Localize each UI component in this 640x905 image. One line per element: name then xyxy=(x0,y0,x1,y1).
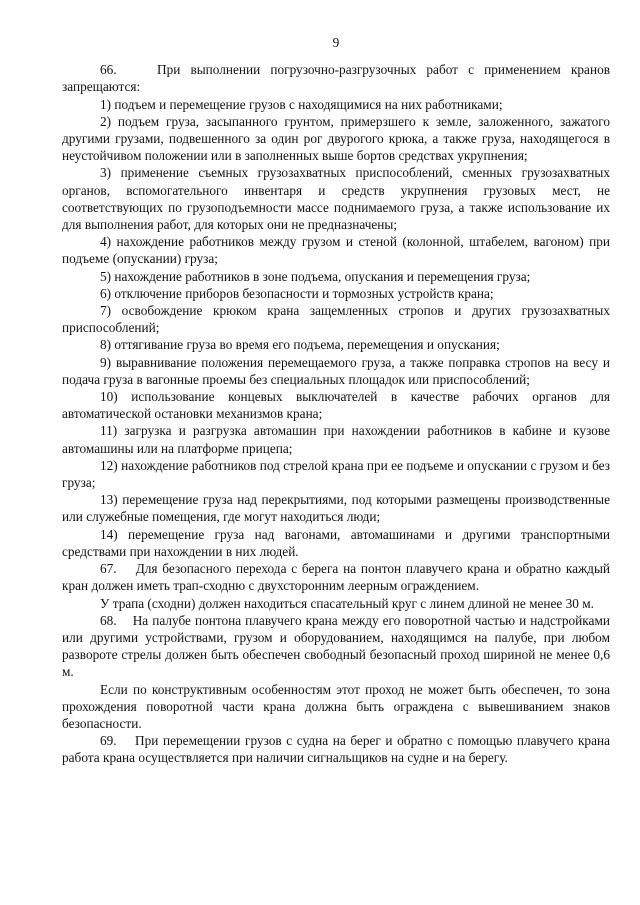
paragraph: 10) использование концевых выключателей в качестве рабочих органов для автоматической остановки механизмов крана; xyxy=(62,389,610,422)
paragraph: 68. На палубе понтона плавучего крана между его поворотной частью и надстройками или другими устройствами, грузом и оборудованием, находящимся на палубе, при любом развороте стрелы должен быть обеспечен свободный безопасный проход шириной не менее 0,6 м. xyxy=(62,612,610,680)
paragraph: 3) применение съемных грузозахватных приспособлений, сменных грузозахватных органов, вспомогательного инвентаря и средств укрупнения грузовых мест, не соответствующих по грузоподъемности массе поднимаемого груза, а также использование их для выполнения работ, для которых они не предназначены; xyxy=(62,165,610,233)
paragraph: 8) оттягивание груза во время его подъема, перемещения и опускания; xyxy=(100,337,500,353)
paragraph: 9) выравнивание положения перемещаемого груза, а также поправка стропов на весу и подача груза в вагонные проемы без специальных площадок или приспособлений; xyxy=(62,354,610,387)
paragraph: 13) перемещение груза над перекрытиями, под которыми размещены производственные или служебные помещения, где могут находиться люди; xyxy=(62,492,610,525)
paragraph: 67. Для безопасного перехода с берега на понтон плавучего крана и обратно каждый кран должен иметь трап-сходню с двухсторонним леерным ограждением. xyxy=(62,561,610,594)
paragraph: 4) нахождение работников между грузом и стеной (колонной, штабелем, вагоном) при подъеме (опускании) груза; xyxy=(62,234,610,267)
paragraph: 7) освобождение крюком крана защемленных стропов и других грузозахватных приспособлений; xyxy=(62,303,610,336)
paragraph: 6) отключение приборов безопасности и тормозных устройств крана; xyxy=(100,285,494,301)
paragraph: 1) подъем и перемещение грузов с находящимися на них работниками; xyxy=(100,96,503,112)
paragraph: 11) загрузка и разгрузка автомашин при нахождении работников в кабине и кузове автомашины или на платформе прицепа; xyxy=(62,423,610,456)
paragraph: 12) нахождение работников под стрелой крана при ее подъеме и опускании с грузом и без груза; xyxy=(62,457,610,491)
paragraph: 2) подъем груза, засыпанного грунтом, примерзшего к земле, заложенного, зажатого другими грузами, подвешенного за один рог двурогого крюка, а также груза, находящегося в неустойчивом положении или в заполненных выше бортов средствах укрупнения; xyxy=(62,113,610,164)
paragraph: 69. При перемещении грузов с судна на берег и обратно с помощью плавучего крана работа крана осуществляется при наличии сигнальщиков на судне и на берегу. xyxy=(62,733,610,766)
paragraph: У трапа (сходни) должен находиться спасательный круг с линем длиной не менее 30 м. xyxy=(100,595,595,611)
paragraph: 5) нахождение работников в зоне подъема, опускания и перемещения груза; xyxy=(100,268,531,284)
paragraph: 14) перемещение груза над вагонами, автомашинами и другими транспортными средствами при нахождении в них людей. xyxy=(62,526,610,559)
page-number: 9 xyxy=(332,35,340,50)
paragraph: 66. При выполнении погрузочно-разгрузочных работ с применением кранов запрещаются: xyxy=(62,62,610,95)
paragraph: Если по конструктивным особенностям этот проход не может быть обеспечен, то зона прохождения поворотной части крана должна быть ограждена с вывешиванием знаков безопасности. xyxy=(62,681,610,731)
document-body xyxy=(62,61,610,766)
